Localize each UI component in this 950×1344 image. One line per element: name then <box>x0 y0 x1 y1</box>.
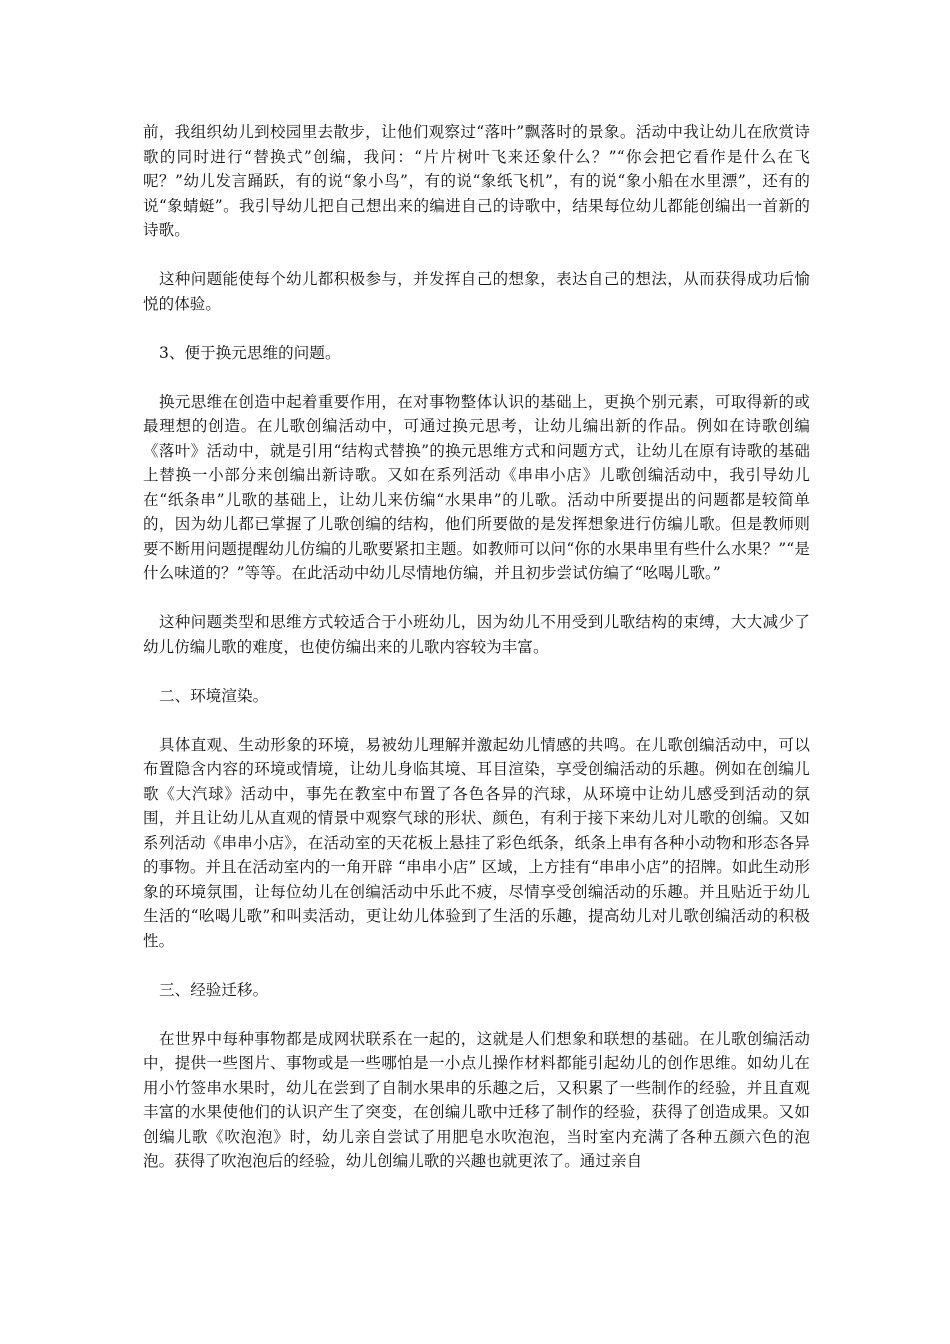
heading-2-environment: 二、环境渲染。 <box>159 686 269 705</box>
paragraph-small-class: 这种问题类型和思维方式较适合于小班幼儿，因为幼儿不用受到儿歌结构的束缚，大大减少了幼儿仿编儿歌的难度，也使仿编出来的儿歌内容较为丰富。 <box>143 613 810 656</box>
paragraph-spacer <box>143 659 810 684</box>
paragraph-environment: 具体直观、生动形象的环境，易被幼儿理解并激起幼儿情感的共鸣。在儿歌创编活动中，可以布置隐含内容的环境或情境，让幼儿身临其境、耳目渲染，享受创编活动的乐趣。例如在创编儿歌《大汽球》活动中，事先在教室中布置了各色各异的汽球，从环境中让幼儿感受到活动的氛围，并且让幼儿从直观的情景中观察气球的形状、颜色，有利于接下来幼儿对儿歌的创编。又如系列活动《串串小店》，在活动室的天花板上悬挂了彩色纸条，纸条上串有各种小动物和形态各异的事物。并且在活动室内的一角开辟 “串串小店” 区域，上方挂有“串串小店”的招牌。如此生动形象的环境氛围，让每位幼儿在创编活动中乐此不疲，尽情享受创编活动的乐趣。并且贴近于幼儿生活的“吆喝儿歌”和叫卖活动，更让幼儿体验到了生活的乐趣，提高幼儿对儿歌创编活动的积极性。 <box>143 735 810 950</box>
document-page <box>143 120 810 1174</box>
heading-3-experience-transfer: 三、经验迁移。 <box>159 980 269 999</box>
paragraph-spacer <box>143 1002 810 1027</box>
paragraph-experience-transfer: 在世界中每种事物都是成网状联系在一起的，这就是人们想象和联想的基础。在儿歌创编活动中，提供一些图片、事物或是一些哪怕是一小点儿操作材料都能引起幼儿的创作思维。如幼儿在用小竹签串水果时，幼儿在尝到了自制水果串的乐趣之后，又积累了一些制作的经验，并且直观丰富的水果使他们的认识产生了突变，在创编儿歌中迁移了制作的经验，获得了创造成果。又如创编儿歌《吹泡泡》时，幼儿亲自尝试了用肥皂水吹泡泡，当时室内充满了各种五颜六色的泡泡。获得了吹泡泡后的经验，幼儿创编儿歌的兴趣也就更浓了。通过亲自 <box>143 1029 810 1170</box>
paragraph-spacer <box>143 243 810 268</box>
paragraph-spacer <box>143 365 810 390</box>
paragraph-substitution-thinking: 换元思维在创造中起着重要作用，在对事物整体认识的基础上，更换个别元素，可取得新的或最理想的创造。在儿歌创编活动中，可通过换元思考，让幼儿编出新的作品。例如在诗歌创编《落叶》活动中，就是引用“结构式替换”的换元思维方式和问题方式，让幼儿在原有诗歌的基础上替换一小部分来创编出新诗歌。又如在系列活动《串串小店》儿歌创编活动中，我引导幼儿在“纸条串”儿歌的基础上，让幼儿来仿编“水果串”的儿歌。活动中所要提出的问题都是较简单的，因为幼儿都已掌握了儿歌创编的结构，他们所要做的是发挥想象进行仿编儿歌。但是教师则要不断用问题提醒幼儿仿编的儿歌要紧扣主题。如教师可以问“你的水果串里有些什么水果？”“是什么味道的？”等等。在此活动中幼儿尽情地仿编，并且初步尝试仿编了“吆喝儿歌。” <box>143 392 810 582</box>
paragraph-participation: 这种问题能使每个幼儿都积极参与，并发挥自己的想象，表达自己的想法，从而获得成功后愉悦的体验。 <box>143 270 810 313</box>
paragraph-continued-intro: 前，我组织幼儿到校园里去散步，让他们观察过“落叶”飘落时的景象。活动中我让幼儿在欣赏诗歌的同时进行“替换式”创编，我问：“片片树叶飞来还象什么？”“你会把它看作是什么在飞呢？”幼儿发言踊跃，有的说“象小鸟”，有的说“象纸飞机”，有的说“象小船在水里漂”，还有的说“象蜻蜓”。我引导幼儿把自己想出来的编进自己的诗歌中，结果每位幼儿都能创编出一首新的诗歌。 <box>143 123 810 239</box>
paragraph-spacer <box>143 953 810 978</box>
paragraph-spacer <box>143 316 810 341</box>
paragraph-spacer <box>143 586 810 611</box>
heading-3-substitution-questions: 3、便于换元思维的问题。 <box>159 343 341 362</box>
paragraph-spacer <box>143 708 810 733</box>
